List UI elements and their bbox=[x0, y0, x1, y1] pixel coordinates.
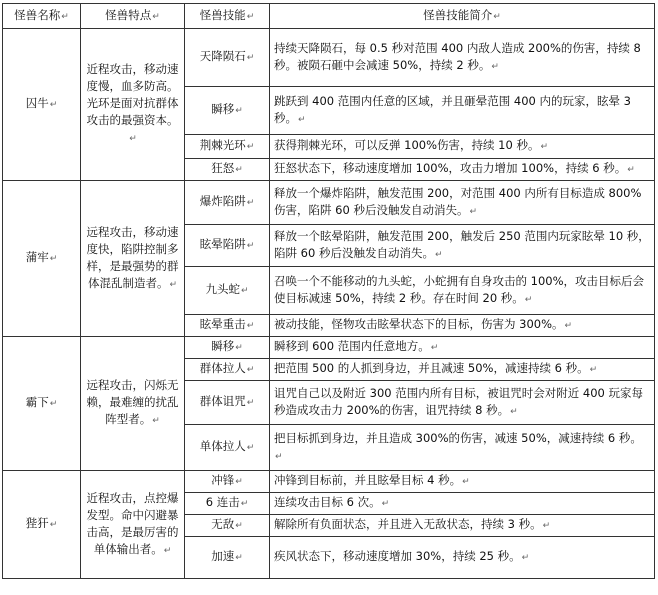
skill-desc-cell: 被动技能，怪物攻击眩晕状态下的目标，伤害为 300%。↵ bbox=[270, 315, 655, 337]
skill-name-cell: 天降陨石↵ bbox=[185, 29, 270, 87]
monster-trait-cell: 近程攻击，点控爆发型。命中闪避暴击高，是最厉害的单体输出者。↵ bbox=[81, 471, 185, 579]
monster-skill-table bbox=[2, 3, 655, 579]
table-row bbox=[3, 471, 655, 493]
skill-name-cell: 无敌↵ bbox=[185, 515, 270, 537]
skill-desc-cell: 持续天降陨石，每 0.5 秒对范围 400 内敌人造成 200%的伤害，持续 8 秒。被陨石砸中会减速 50%，持续 2 秒。↵ bbox=[270, 29, 655, 87]
monster-trait-cell: 远程攻击，移动速度快，陷阱控制多样，是最强势的群体混乱制造者。↵ bbox=[81, 181, 185, 337]
skill-desc-cell: 释放一个眩晕陷阱，触发范围 200，触发后 250 范围内玩家眩晕 10 秒，陷阱 60 秒后没触发自动消失。↵ bbox=[270, 225, 655, 267]
skill-name-cell: 狂怒↵ bbox=[185, 159, 270, 181]
skill-desc-cell: 把范围 500 的人抓到身边，并且减速 50%，减速持续 6 秒。↵ bbox=[270, 359, 655, 381]
skill-desc-cell: 冲锋到目标前，并且眩晕目标 4 秒。↵ bbox=[270, 471, 655, 493]
table-row bbox=[3, 337, 655, 359]
skill-desc-cell: 解除所有负面状态，并且进入无敌状态，持续 3 秒。↵ bbox=[270, 515, 655, 537]
skill-desc-cell: 狂怒状态下，移动速度增加 100%，攻击力增加 100%，持续 6 秒。↵ bbox=[270, 159, 655, 181]
skill-name-cell: 荆棘光环↵ bbox=[185, 135, 270, 159]
table-row bbox=[3, 29, 655, 87]
header-monster-skill: 怪兽技能↵ bbox=[185, 4, 270, 29]
monster-name-cell: 霸下↵ bbox=[3, 337, 81, 471]
skill-desc-cell: 连续攻击目标 6 次。↵ bbox=[270, 493, 655, 515]
monster-name-cell: 囚牛↵ bbox=[3, 29, 81, 181]
skill-name-cell: 加速↵ bbox=[185, 537, 270, 579]
skill-desc-cell: 瞬移到 600 范围内任意地方。↵ bbox=[270, 337, 655, 359]
skill-desc-cell: 释放一个爆炸陷阱，触发范围 200，对范围 400 内所有目标造成 800%伤害，陷阱 60 秒后没触发自动消失。↵ bbox=[270, 181, 655, 225]
skill-desc-cell: 获得荆棘光环，可以反弹 100%伤害，持续 10 秒。↵ bbox=[270, 135, 655, 159]
header-monster-trait: 怪兽特点↵ bbox=[81, 4, 185, 29]
skill-name-cell: 九头蛇↵ bbox=[185, 267, 270, 315]
skill-name-cell: 群体拉人↵ bbox=[185, 359, 270, 381]
monster-name-cell: 狴犴↵ bbox=[3, 471, 81, 579]
header-skill-description: 怪兽技能简介↵ bbox=[270, 4, 655, 29]
skill-desc-cell: 跳跃到 400 范围内任意的区域，并且砸晕范围 400 内的玩家，眩晕 3 秒。↵ bbox=[270, 87, 655, 135]
header-monster-name: 怪兽名称↵ bbox=[3, 4, 81, 29]
skill-desc-cell: 召唤一个不能移动的九头蛇，小蛇拥有自身攻击的 100%，攻击目标后会使目标减速 50%，持续 2 秒。存在时间 20 秒。↵ bbox=[270, 267, 655, 315]
skill-desc-cell: 把目标抓到身边，并且造成 300%的伤害，减速 50%，减速持续 6 秒。↵ bbox=[270, 425, 655, 471]
monster-trait-cell: 近程攻击，移动速度慢，血多防高。光环是面对抗群体攻击的最强资本。↵ bbox=[81, 29, 185, 181]
header-row bbox=[3, 4, 655, 29]
monster-name-cell: 蒲牢↵ bbox=[3, 181, 81, 337]
skill-name-cell: 眩晕重击↵ bbox=[185, 315, 270, 337]
skill-name-cell: 爆炸陷阱↵ bbox=[185, 181, 270, 225]
skill-name-cell: 瞬移↵ bbox=[185, 87, 270, 135]
skill-name-cell: 冲锋↵ bbox=[185, 471, 270, 493]
skill-name-cell: 眩晕陷阱↵ bbox=[185, 225, 270, 267]
skill-name-cell: 群体诅咒↵ bbox=[185, 381, 270, 425]
skill-name-cell: 瞬移↵ bbox=[185, 337, 270, 359]
table-row bbox=[3, 181, 655, 225]
skill-desc-cell: 诅咒自己以及附近 300 范围内所有目标，被诅咒时会对附近 400 玩家每秒造成攻击力 200%的伤害，诅咒持续 8 秒。↵ bbox=[270, 381, 655, 425]
skill-name-cell: 6 连击↵ bbox=[185, 493, 270, 515]
skill-name-cell: 单体拉人↵ bbox=[185, 425, 270, 471]
skill-desc-cell: 疾风状态下，移动速度增加 30%，持续 25 秒。↵ bbox=[270, 537, 655, 579]
monster-trait-cell: 远程攻击，闪烁无赖，最难缠的扰乱阵型者。↵ bbox=[81, 337, 185, 471]
